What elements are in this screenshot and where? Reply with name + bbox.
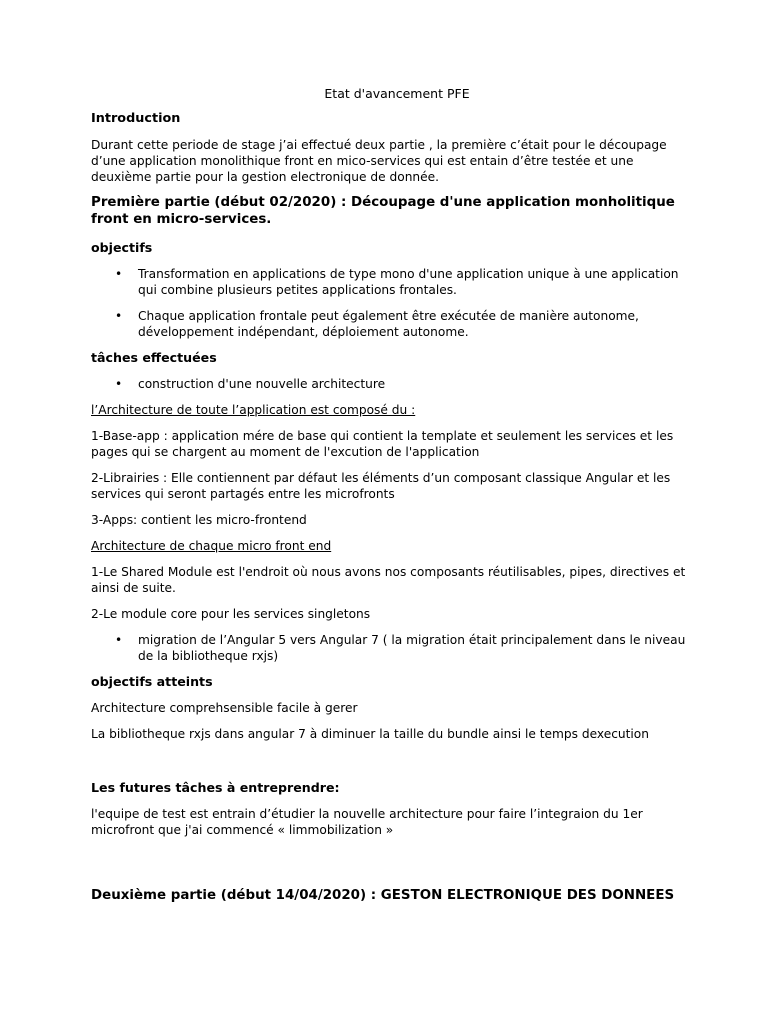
objectifs-atteints-heading: objectifs atteints (91, 674, 213, 689)
document-body (91, 86, 691, 917)
atteints-line: Architecture comprehsensible facile à gerer (91, 701, 358, 715)
list-item (91, 266, 691, 298)
bullet-icon: • (115, 633, 123, 647)
architecture-line: 3-Apps: contient les micro-frontend (91, 513, 307, 527)
list-item (91, 308, 691, 340)
objectifs-heading: objectifs (91, 240, 153, 255)
document-title: Etat d'avancement PFE (324, 86, 470, 101)
spacer (91, 752, 691, 780)
bullet-icon: • (115, 309, 123, 323)
atteints-line: La bibliotheque rxjs dans angular 7 à diminuer la taille du bundle ainsi le temps dexecution (91, 727, 649, 741)
list-item (91, 632, 691, 664)
architecture-line: 1-Base-app : application mére de base qui contient la template et seulement les services et les pages qui se chargent au moment de l'excution de l'application (91, 429, 674, 459)
bullet-icon: • (115, 377, 123, 391)
introduction-paragraph: Durant cette periode de stage j’ai effectué deux partie , la première c’était pour le découpage d’une application monolithique front en mico-services qui est entain d’être testée et une deuxième partie pour la gestion electronique de donnée. (91, 138, 667, 184)
micro-front-line: 2-Le module core pour les services singletons (91, 607, 371, 621)
list-item-text: Chaque application frontale peut également être exécutée de manière autonome, développement indépendant, déploiement autonome. (138, 309, 639, 339)
part2-heading: Deuxième partie (début 14/04/2020) : GESTON ELECTRONIQUE DES DONNEES (91, 888, 675, 903)
objectifs-list (91, 266, 691, 340)
list-item (91, 376, 691, 392)
futures-paragraph: l'equipe de test est entrain d’étudier la nouvelle architecture pour faire l’integraion du 1er microfront que j'ai commencé « limmobilization » (91, 807, 643, 837)
migration-list (91, 632, 691, 664)
list-item-text: Transformation en applications de type mono d'une application unique à une application qui combine plusieurs petites applications frontales. (138, 267, 679, 297)
list-item-text: migration de l’Angular 5 vers Angular 7 ( la migration était principalement dans le niveau de la bibliotheque rxjs) (138, 633, 686, 663)
spacer (91, 848, 691, 888)
micro-front-heading: Architecture de chaque micro front end (91, 539, 332, 553)
part1-heading: Première partie (début 02/2020) : Découpage d'une application monholitique front en micro-services. (91, 195, 675, 227)
bullet-icon: • (115, 267, 123, 281)
architecture-line: 2-Librairies : Elle contiennent par défaut les éléments d’un composant classique Angular et les services qui seront partagés entre les microfronts (91, 471, 671, 501)
introduction-heading: Introduction (91, 111, 181, 126)
architecture-heading: l’Architecture de toute l’application est composé du : (91, 403, 416, 417)
taches-heading: tâches effectuées (91, 350, 217, 365)
futures-taches-heading: Les futures tâches à entreprendre: (91, 780, 340, 795)
micro-front-line: 1-Le Shared Module est l'endroit où nous avons nos composants réutilisables, pipes, directives et ainsi de suite. (91, 565, 686, 595)
taches-list (91, 376, 691, 392)
list-item-text: construction d'une nouvelle architecture (138, 377, 386, 391)
